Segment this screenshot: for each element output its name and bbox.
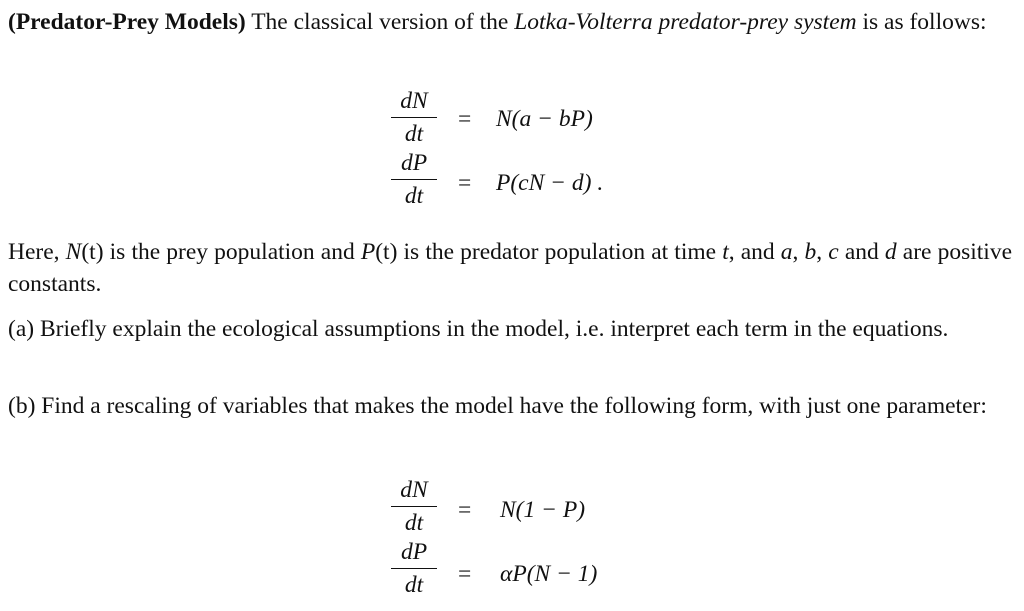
intro-paragraph: [8, 6, 1012, 38]
rhs-prey: N(a − bP): [496, 106, 593, 132]
arg-t: (t): [81, 239, 104, 265]
text: ,: [792, 239, 805, 265]
denominator: dt: [404, 183, 424, 209]
equals-sign: =: [458, 561, 472, 587]
rhs-predator-rescaled: αP(N − 1): [500, 561, 598, 587]
text: are positive constants.: [8, 239, 1013, 297]
var-c: c: [828, 239, 839, 265]
intro-text-2: is as follows:: [856, 9, 987, 35]
equation-predator-rescaled: [8, 539, 1014, 603]
var-a: a: [780, 239, 793, 265]
equation-prey-rescaled: [8, 477, 1014, 541]
text: is the predator population at time: [397, 239, 723, 265]
part-a-paragraph: (a) Briefly explain the ecological assumptions in the model, i.e. interpret each term in the equations.: [8, 316, 949, 342]
var-p: P: [360, 239, 376, 265]
problem-title: (Predator-Prey Models): [8, 9, 246, 35]
equation-prey: [8, 88, 1014, 152]
numerator: dP: [391, 539, 437, 569]
fraction-dp-dt: [391, 539, 437, 598]
var-b: b: [804, 239, 817, 265]
equation-predator: [8, 150, 1014, 214]
var-n: N: [65, 239, 82, 265]
equals-sign: =: [458, 170, 472, 196]
rhs-predator: P(cN − d) .: [496, 170, 604, 196]
equals-sign: =: [458, 497, 472, 523]
definitions-paragraph: [8, 236, 1012, 300]
numerator: dN: [391, 477, 437, 507]
problem-page: [8, 0, 1014, 611]
rhs-prey-rescaled: N(1 − P): [500, 497, 586, 523]
fraction-dn-dt: [391, 88, 437, 147]
arg-t: (t): [375, 239, 398, 265]
numerator: dP: [391, 150, 437, 180]
intro-text-1: The classical version of the: [245, 9, 515, 35]
text: ,: [816, 239, 829, 265]
text: Here,: [8, 239, 66, 265]
text: is the prey population and: [103, 239, 361, 265]
denominator: dt: [404, 572, 424, 598]
numerator: dN: [391, 88, 437, 118]
var-d: d: [884, 239, 897, 265]
denominator: dt: [404, 121, 424, 147]
part-b-paragraph: (b) Find a rescaling of variables that makes the model have the following form, with just one parameter:: [8, 393, 987, 419]
equals-sign: =: [458, 106, 472, 132]
var-t: t: [722, 239, 729, 265]
system-name: Lotka-Volterra predator-prey system: [514, 9, 857, 35]
text: , and: [728, 239, 781, 265]
denominator: dt: [404, 510, 424, 536]
fraction-dn-dt: [391, 477, 437, 536]
text: and: [838, 239, 885, 265]
fraction-dp-dt: [391, 150, 437, 209]
